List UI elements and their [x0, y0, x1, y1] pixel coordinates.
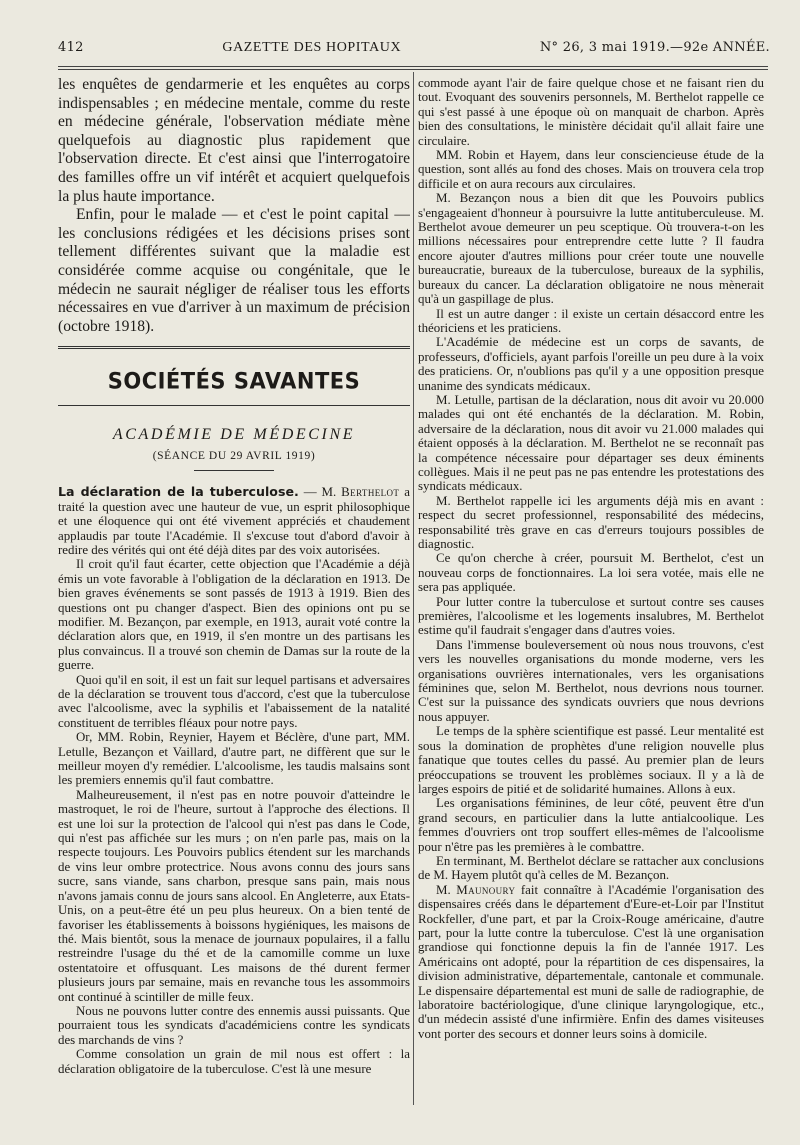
lead-dash: — M. — [298, 485, 342, 500]
paragraph: Ce qu'on cherche à créer, poursuit M. Berthelot, c'est un nouveau corps de fonctionnaires. La loi sera votée, mais elle ne sera pas appliquée. — [418, 551, 764, 595]
paragraph: Il croit qu'il faut écarter, cette objection que l'Académie a déjà émis un vote favorable à l'obligation de la déclaration en 1913. De bien graves événements se sont passés de 1913 à 1919. Bien des questions ont pu changer d'aspect. Bien des opinions ont pu se modifier. M. Bezançon, par exemple, en 1913, aurait voté contre la déclaration alors que, en 1919, il s'en montre un des partisans les plus convaincus. Il a trouvé son chemin de Damas sur la route de la guerre. — [58, 557, 410, 673]
issue-info: N° 26, 3 mai 1919.—92e ANNÉE. — [539, 40, 770, 55]
journal-title: GAZETTE DES HOPITAUX — [222, 40, 402, 55]
paragraph: Pour lutter contre la tuberculose et surtout contre ses causes premières, l'alcoolisme et les logements insalubres, M. Berthelot estime qu'il faudrait s'engager dans d'autres voies. — [418, 594, 764, 638]
text-fragment: fait connaître à l'Académie l'organisation des dispensaires créés dans le département d'Eure-et-Loir par l'Institut Rockfeller, d'une part, et par la Croix-Rouge américaine, d'autre part, pour la lutte contre la tuberculose. C'est là une organisation grandiose qui fonctionne depuis la fin de l'année 1917. Les Américains ont adopté, pour la répartition de ces dispensaires, la division administrative, départementale, cantonale et communale. Le dispensaire départemental est muni de salle de radiographie, de laboratoire bactériologique, d'une clinique laryngologique, etc., d'un médecin assisté d'une infirmière. Enfin des dames visiteuses vont porter des secours et donner leurs soins à domicile. — [418, 882, 764, 1041]
paragraph: M. Bezançon nous a bien dit que les Pouvoirs publics s'engageaient d'honneur à poursuivre la lutte antituberculeuse. M. Berthelot avoue demeurer un peu sceptique. Où trouvera-t-on les millions nécessaires pour entreprendre cette lutte ? Il faudra encore ajouter d'autres millions pour créer toute une nouvelle bureaucratie, bureaux de la tuberculose, bureaux de la syphilis, bureaux du cancer. La déclaration obligatoire ne nous mènerait qu'à un gaspillage de plus. — [418, 191, 764, 307]
header-rule — [58, 66, 768, 67]
paragraph: les enquêtes de gendarmerie et les enquêtes au corps indispensables ; en médecine mentale, comme du reste en médecine générale, l'observation médiate mène quelquefois au diagnostic plus rapidement que l'observation directe. Et c'est ainsi que l'interrogatoire des familles offre un vif intérêt et acquiert quelquefois la plus haute importance. — [58, 76, 410, 205]
paragraph: En terminant, M. Berthelot déclare se rattacher aux conclusions de M. Hayem plutôt qu'à celles de M. Bezançon. — [418, 853, 764, 883]
article-body-left — [58, 485, 410, 1076]
paragraph: Les organisations féminines, de leur côté, peuvent être d'un grand secours, en particulier dans la lutte antialcoolique. Les femmes d'ouvriers ont trop souffert elles-mêmes de l'alcoolisme pour n'être pas les premières à le combattre. — [418, 796, 764, 854]
paragraph: L'Académie de médecine est un corps de savants, de professeurs, d'officiels, ayant parfois l'oreille un peu dure à la voix des praticiens. Or, n'oublions pas qu'il y a une opposition presque unanime des syndicats médicaux. — [418, 335, 764, 393]
paragraph: Or, MM. Robin, Reynier, Hayem et Béclère, d'une part, MM. Letulle, Bezançon et Vaillard, d'autre part, ne diffèrent que sur le meilleur moyen d'y remédier. L'alcoolisme, les taudis malsains sont les premiers ennemis qu'il faut combattre. — [58, 730, 410, 788]
section-title: SOCIÉTÉS SAVANTES — [107, 368, 361, 394]
column-divider — [413, 72, 414, 1105]
previous-article-end — [58, 76, 410, 336]
author-name: Berthelot — [341, 485, 400, 500]
header-rule-second — [58, 69, 768, 70]
paragraph: commode ayant l'air de faire quelque chose et ne faisant rien du tout. Evoquant des souvenirs personnels, M. Berthelot rappelle ce qui s'est passé à une époque où on manquait de charbon. Après bien des consultations, le ministère décidait qu'il allait faire une circulaire. — [418, 76, 764, 148]
society-heading: ACADÉMIE DE MÉDECINE — [112, 426, 356, 444]
paragraph: Le temps de la sphère scientifique est passé. Leur mentalité est sous la domination de prophètes d'une religion nouvelle plus fanatique que toutes celles du passé. Au premier plan de leurs préoccupations se trouvent les problèmes sociaux. Il y a là de larges espoirs de pitié et de solidarité humaines. Allons à eux. — [418, 724, 764, 796]
lead-paragraph — [58, 485, 410, 557]
running-header — [58, 40, 770, 64]
paragraph: Nous ne pouvons lutter contre des ennemis aussi puissants. Que pourraient tous les syndicats d'académiciens contre les syndicats des marchands de vins ? — [58, 1003, 410, 1047]
paragraph: Dans l'immense bouleversement où nous nous trouvons, c'est vers les nouvelles organisations du monde moderne, vers les organisations ouvrières internationales, vers les organisations féminines que, selon M. Berthelot, nous devrions nous tourner. C'est sur la puissance des syndicats ouvriers que nous devrions nous appuyer. — [418, 637, 764, 724]
lead-text: a traité la question avec une hauteur de vue, un esprit philosophique et une éloquence qui ont été vivement appréciés et chaudement applaudis par toute l'Académie. Il s'excuse tout d'abord d'avoir à redire des vérités qui ont été déjà dites par des voix autorisées. — [58, 485, 410, 557]
paragraph: Enfin, pour le malade — et c'est le point capital — les conclusions rédigées et les décisions prises sont tellement différentes suivant que la maladie est considérée comme acquise ou congénitale, que le médecin ne saurait négliger de réaliser tous les efforts nécessaires en vue d'arriver à un maximum de précision (octobre 1918). — [58, 206, 410, 335]
paragraph: Il est un autre danger : il existe un certain désaccord entre les théoriciens et les praticiens. — [418, 306, 764, 335]
paragraph — [418, 883, 764, 1041]
paragraph: Quoi qu'il en soit, il est un fait sur lequel partisans et adversaires de la déclaration se trouvent tous d'accord, c'est que la tuberculose avec l'alcoolisme, avec la syphilis et l'abaissement de la natalité constituent de terribles fléaux pour notre pays. — [58, 672, 410, 730]
article-title: La déclaration de la tuberculose. — [58, 484, 299, 500]
text-fragment: M. — [436, 882, 457, 897]
paragraph: M. Letulle, partisan de la déclaration, nous dit avoir vu 20.000 malades qui ont été enchantés de la déclaration. M. Robin, adversaire de la déclaration, nous dit avoir vu 21.000 malades qui étaient opposés à la déclaration. M. Berthelot ne se reconnaît pas la compétence nécessaire pour départager ses deux éminents collègues. Mais il ne peut pas ne pas entendre les protestations des syndicats médicaux. — [418, 392, 764, 494]
paragraph: MM. Robin et Hayem, dans leur consciencieuse étude de la question, sont allés au fond des choses. Mais on trouvera cela trop difficile et on aura recours aux circulaires. — [418, 148, 764, 191]
paragraph: Malheureusement, il n'est pas en notre pouvoir d'atteindre le mastroquet, le roi de l'heure, surtout à l'approche des élections. Il est une loi sur la protection de l'alcool qui n'est pas dans le Code, qui n'est pas affichée sur les murs ; on n'en parle pas, mais on la respecte toujours. Les Pouvoirs publics étendent sur les marchands de vins leur ombre protectrice. Nous avons connu des jours sans sucre, sans viande, sans charbon, presque sans pain, mais nous n'avons jamais connu de jours sans alcool. En Angleterre, aux Etats-Unis, on a peut-être été un peu plus heureux. On a bien tenté de favoriser les établissements à boissons hygiéniques, les maisons de thé. Mais bientôt, sous la menace de journaux populaires, il a fallu restreindre l'usage du thé et de la camomille comme un luxe ostentatoire et offusquant. Les maisons de thé durent fermer plusieurs jours par semaine, mais en revanche tous les assommoirs ont continué à scintiller de mille feux. — [58, 787, 410, 1004]
section-divider — [58, 346, 410, 351]
paragraph: Comme consolation un grain de mil nous est offert : la déclaration obligatoire de la tuberculose. C'est là une mesure — [58, 1047, 410, 1076]
paragraph: M. Berthelot rappelle ici les arguments déjà mis en avant : respect du secret professionnel, responsabilité des médecins, responsabilité très grave en cas d'erreurs toujours possibles de diagnostic. — [418, 493, 764, 551]
speaker-name: Maunoury — [456, 882, 516, 897]
short-rule — [194, 470, 274, 471]
session-date: (SÉANCE DU 29 AVRIL 1919) — [152, 450, 316, 463]
right-column — [418, 76, 764, 1041]
page-number: 412 — [58, 40, 84, 55]
left-column — [58, 76, 410, 1076]
section-title-rule — [58, 405, 410, 406]
